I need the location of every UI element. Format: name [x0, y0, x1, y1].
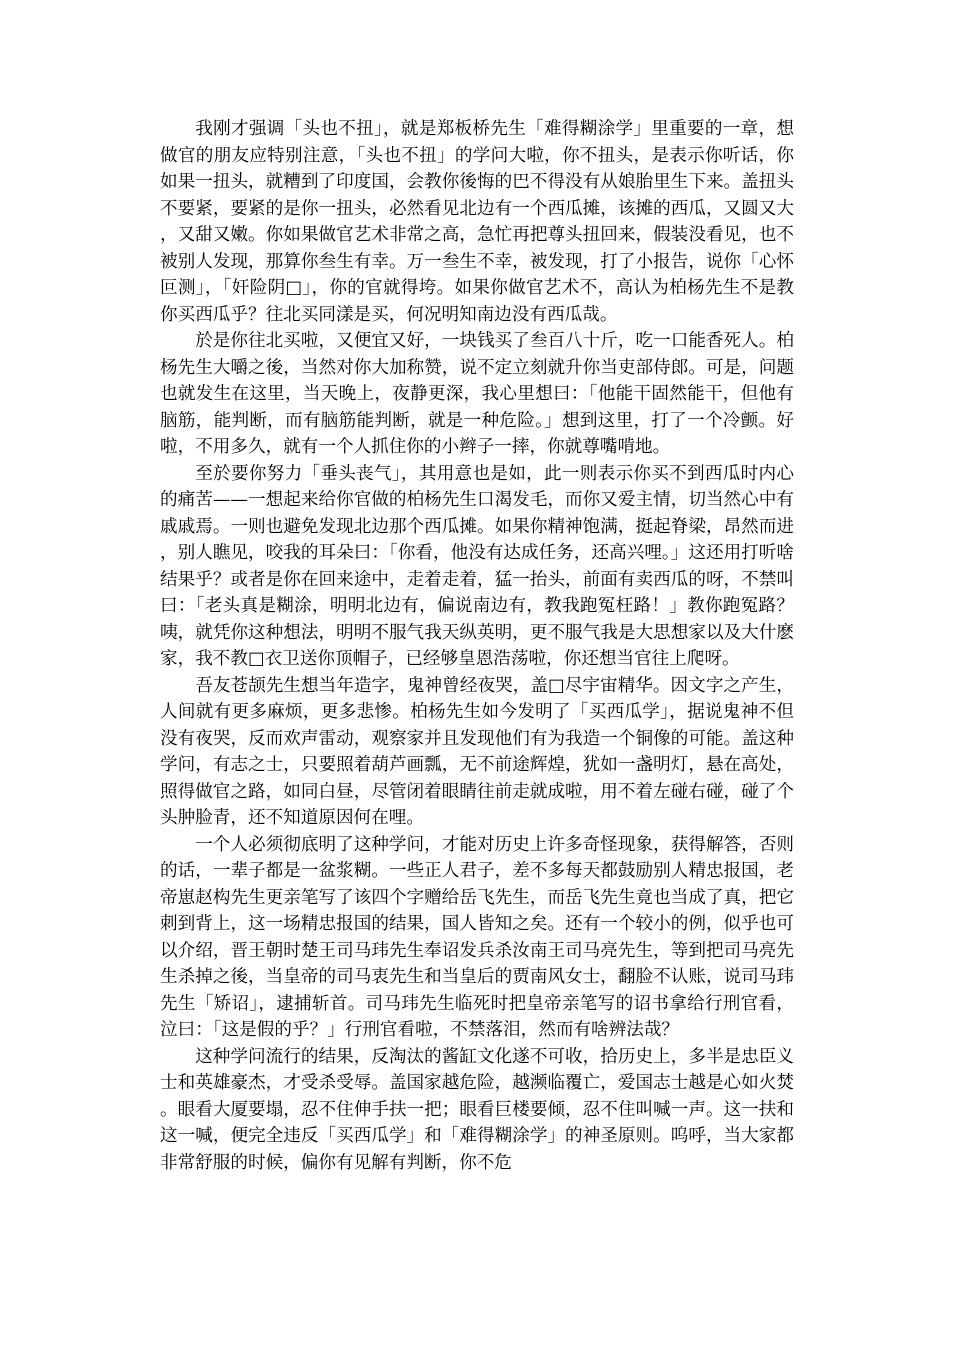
- paragraph: 至於要你努力「垂头丧气」，其用意也是如，此一则表示你买不到西瓜时内心的痛苦——一想起来给你官做的柏杨先生口渴发毛，而你又爱主情，切当然心中有戚戚焉。一则也避免发现北边那个西瓜摊。如果你精神饱满，挺起脊梁，昂然而进，别人瞧见，咬我的耳朵曰：「你看，他没有达成任务，还高兴哩。」这还用打听啥结果乎？或者是你在回来途中，走着走着，猛一抬头，前面有卖西瓜的呀，不禁叫曰：「老头真是糊涂，明明北边有，偏说南边有，教我跑冤枉路！」教你跑冤路？咦，就凭你这种想法，明明不服气我天纵英明，更不服气我是大思想家以及大什麽家，我不教□衣卫送你顶帽子，已经够皇恩浩荡啦，你还想当官往上爬呀。: [160, 463, 794, 669]
- document-page: [160, 116, 794, 1176]
- paragraph: 吾友苍颉先生想当年造字，鬼神曾经夜哭，盖□尽宇宙精华。因文字之产生，人间就有更多麻烦，更多悲惨。柏杨先生如今发明了「买西瓜学」，据说鬼神不但没有夜哭，反而欢声雷动，观察家并且发现他们有为我造一个铜像的可能。盖这种学问，有志之士，只要照着葫芦画瓢，无不前途辉煌，犹如一盏明灯，悬在高处，照得做官之路，如同白昼，尽管闭着眼睛往前走就成啦，用不着左碰右碰，碰了个头肿脸青，还不知道原因何在哩。: [160, 675, 794, 828]
- paragraph: 我刚才强调「头也不扭」，就是郑板桥先生「难得糊涂学」里重要的一章，想做官的朋友应特别注意，「头也不扭」的学问大啦，你不扭头，是表示你听话，你如果一扭头，就糟到了印度国，会教你後悔的巴不得没有从娘胎里生下来。盖扭头不要紧，要紧的是你一扭头，必然看见北边有一个西瓜摊，该摊的西瓜，又圆又大，又甜又嫩。你如果做官艺术非常之高，急忙再把尊头扭回来，假装没看见，也不被别人发现，那算你叁生有幸。万一叁生不幸，被发现，打了小报告，说你「心怀叵测」，「奸险阴□」，你的官就得垮。如果你做官艺术不，高认为柏杨先生不是教你买西瓜乎？往北买同漾是买，何况明知南边没有西瓜哉。: [160, 119, 794, 325]
- paragraph: 这种学问流行的结果，反淘汰的酱缸文化遂不可收，拾历史上，多半是忠臣义士和英雄豪杰，才受杀受辱。盖国家越危险，越濒临覆亡，爱国志士越是心如火焚。眼看大厦要塌，忍不住伸手扶一把；眼看巨楼要倾，忍不住叫喊一声。这一扶和这一喊，便完全违反「买西瓜学」和「难得糊涂学」的神圣原则。呜呼，当大家都非常舒服的时候，偏你有见解有判断，你不危: [160, 1046, 794, 1173]
- paragraph: 於是你往北买啦，又便宜又好，一块钱买了叁百八十斤，吃一口能香死人。柏杨先生大嚼之後，当然对你大加称赞，说不定立刻就升你当吏部侍郎。可是，问题也就发生在这里，当天晚上，夜静更深，我心里想曰：「他能干固然能干，但他有脑筋，能判断，而有脑筋能判断，就是一种危险。」想到这里，打了一个冷颤。好啦，不用多久，就有一个人抓住你的小辫子一摔，你就尊嘴啃地。: [160, 331, 794, 457]
- paragraph: 一个人必须彻底明了这种学问，才能对历史上许多奇怪现象，获得解答，否则的话，一辈子都是一盆浆糊。一些正人君子，差不多每天都鼓励别人精忠报国，老帝崽赵构先生更亲笔写了该四个字赠给岳飞先生，而岳飞先生竟也当成了真，把它刺到背上，这一场精忠报国的结果，国人皆知之矣。还有一个较小的例，似乎也可以介绍，晋王朝时楚王司马玮先生奉诏发兵杀汝南王司马亮先生，等到把司马亮先生杀掉之後，当皇帝的司马衷先生和当皇后的贾南风女士，翻脸不认账，说司马玮先生「矫诏」，逮捕斩首。司马玮先生临死时把皇帝亲笔写的诏书拿给行刑官看，泣曰：「这是假的乎？」行刑官看啦，不禁落泪，然而有啥辨法哉？: [160, 834, 794, 1040]
